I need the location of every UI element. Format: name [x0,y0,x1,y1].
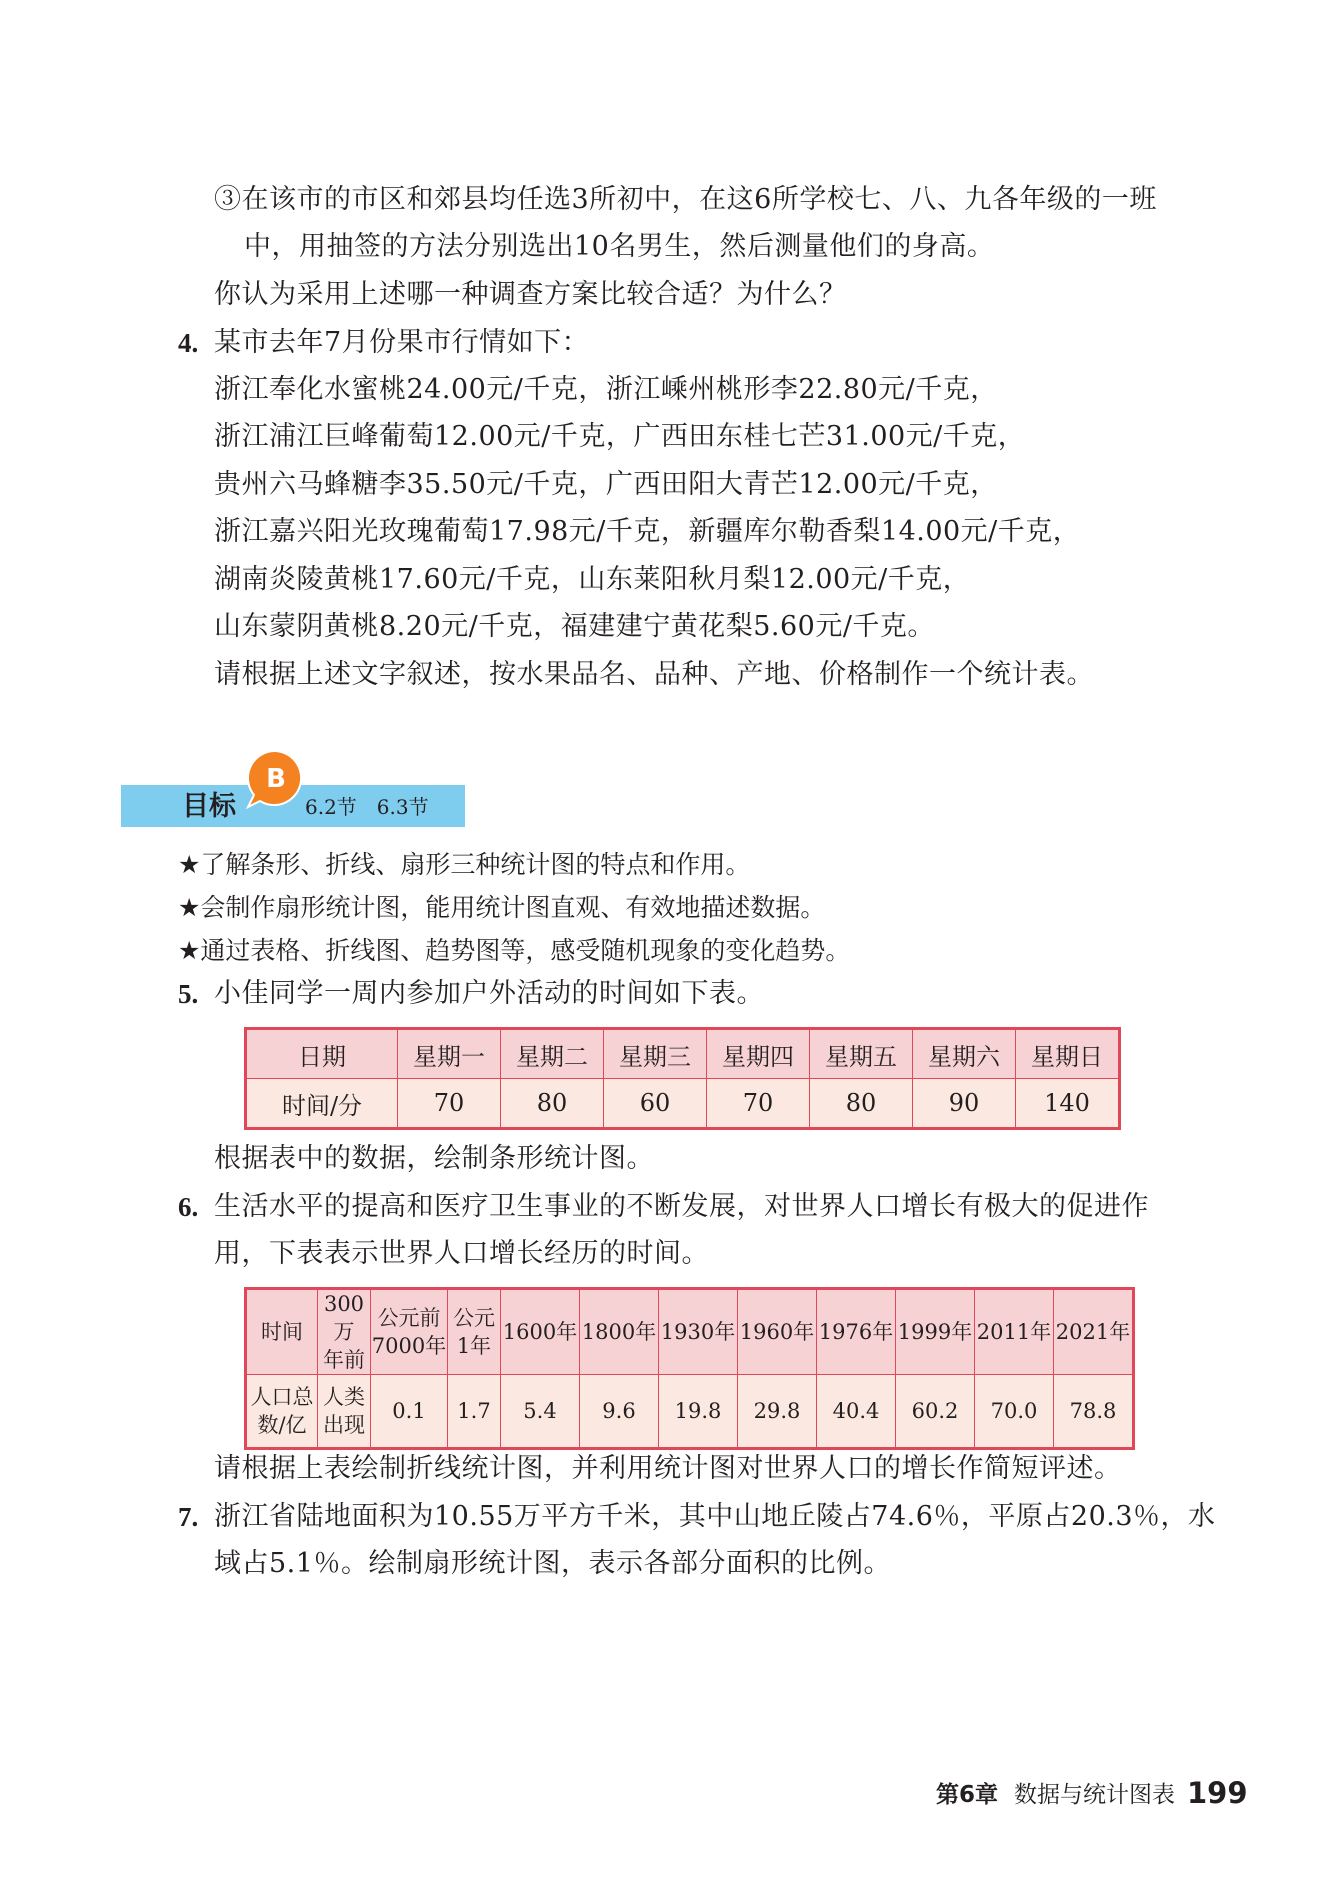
cell-text: 人口总 数/亿 [250,1385,314,1437]
table-cell: 1600年 [501,1289,580,1375]
table-cell: 80 [810,1079,913,1129]
q5-text: 小佳同学一周内参加户外活动的时间如下表。 [214,978,764,1009]
table-cell [318,1375,371,1449]
table-cell: 星期三 [604,1029,707,1079]
table-cell: 9.6 [580,1375,659,1449]
q4-intro: 某市去年7月份果市行情如下： [214,327,590,358]
table-cell: 星期二 [501,1029,604,1079]
table-cell: 70 [398,1079,501,1129]
table-cell: 29.8 [738,1375,817,1449]
footer-chapter-title: 数据与统计图表 [1014,1782,1175,1808]
table-cell: 60.2 [896,1375,975,1449]
q4-price-line: 湖南炎陵黄桃17.60元/千克，山东莱阳秋月梨12.00元/千克， [214,564,971,595]
q4-task: 请根据上述文字叙述，按水果品名、品种、产地、价格制作一个统计表。 [214,659,1094,690]
table-cell [318,1289,371,1375]
table-cell [371,1289,448,1375]
table-cell: 时间 [246,1289,318,1375]
q3-option3-line1: ③在该市的市区和郊县均任选3所初中，在这6所学校七、八、九各年级的一班 [214,184,1157,215]
table-cell: 0.1 [371,1375,448,1449]
table-cell: 40.4 [817,1375,896,1449]
table-cell: 70.0 [975,1375,1054,1449]
q6-task: 请根据上表绘制折线统计图，并利用统计图对世界人口的增长作简短评述。 [214,1453,1122,1484]
table-cell: 70 [707,1079,810,1129]
table-cell: 140 [1016,1079,1120,1129]
table-cell: 时间/分 [246,1079,398,1129]
q5-number: 5. [178,979,199,1009]
table-cell: 1.7 [448,1375,501,1449]
table-cell: 星期日 [1016,1029,1120,1079]
page-number: 199 [1187,1776,1248,1810]
q4-price-line: 浙江浦江巨峰葡萄12.00元/千克，广西田东桂七芒31.00元/千克， [214,421,1026,452]
q6-line1: 生活水平的提高和医疗卫生事业的不断发展，对世界人口增长有极大的促进作 [214,1191,1149,1222]
q4-price-line: 山东蒙阴黄桃8.20元/千克，福建建宁黄花梨5.60元/千克。 [214,611,935,642]
goal-item: ★通过表格、折线图、趋势图等，感受随机现象的变化趋势。 [178,936,851,965]
table-cell: 80 [501,1079,604,1129]
goal-badge-bubble [244,749,304,809]
table-cell [448,1289,501,1375]
table-row [246,1029,1120,1079]
goal-item: ★了解条形、折线、扇形三种统计图的特点和作用。 [178,850,751,879]
q4-price-line: 浙江奉化水蜜桃24.00元/千克，浙江嵊州桃形李22.80元/千克， [214,374,998,405]
table-cell: 1930年 [659,1289,738,1375]
table-cell: 星期六 [913,1029,1016,1079]
q5-table [244,1027,1121,1130]
table-cell [246,1375,318,1449]
table-cell: 星期五 [810,1029,913,1079]
table-cell: 78.8 [1054,1375,1134,1449]
q7-number: 7. [178,1502,199,1532]
table-cell: 19.8 [659,1375,738,1449]
table-cell: 星期一 [398,1029,501,1079]
goal-badge-letter: B [266,764,286,794]
q6-table [244,1287,1135,1450]
q6-line2: 用，下表表示世界人口增长经历的时间。 [214,1238,709,1269]
table-cell: 1800年 [580,1289,659,1375]
goal-title: 目标 [182,791,236,822]
table-cell: 日期 [246,1029,398,1079]
goal-sections: 6.2节 6.3节 [305,795,429,819]
table-row [246,1079,1120,1129]
cell-text: 人类 出现 [323,1385,365,1437]
table-cell: 90 [913,1079,1016,1129]
q3-option3-line2: 中，用抽签的方法分别选出10名男生，然后测量他们的身高。 [244,231,995,262]
goal-item: ★会制作扇形统计图，能用统计图直观、有效地描述数据。 [178,893,826,922]
table-cell: 1960年 [738,1289,817,1375]
table-cell: 5.4 [501,1375,580,1449]
q5-task: 根据表中的数据，绘制条形统计图。 [214,1143,654,1174]
footer-chapter: 第6章 [936,1782,999,1808]
q4-number: 4. [178,328,199,358]
table-row [246,1375,1134,1449]
cell-text: 300万 年前 [323,1292,365,1372]
table-cell: 60 [604,1079,707,1129]
table-cell: 星期四 [707,1029,810,1079]
table-cell: 1999年 [896,1289,975,1375]
table-cell: 2021年 [1054,1289,1134,1375]
cell-text: 公元 1年 [453,1306,495,1358]
q4-price-line: 浙江嘉兴阳光玫瑰葡萄17.98元/千克，新疆库尔勒香梨14.00元/千克， [214,516,1081,547]
cell-text: 公元前 7000年 [371,1306,447,1358]
q7-line1: 浙江省陆地面积为10.55万平方千米，其中山地丘陵占74.6％，平原占20.3％，水 [214,1501,1216,1532]
q4-price-line: 贵州六马蜂糖李35.50元/千克，广西田阳大青芒12.00元/千克， [214,469,998,500]
table-cell: 2011年 [975,1289,1054,1375]
q7-line2: 域占5.1％。绘制扇形统计图，表示各部分面积的比例。 [214,1548,891,1579]
table-cell: 1976年 [817,1289,896,1375]
q3-question: 你认为采用上述哪一种调查方案比较合适？为什么？ [214,279,847,310]
table-row [246,1289,1134,1375]
q6-number: 6. [178,1192,199,1222]
